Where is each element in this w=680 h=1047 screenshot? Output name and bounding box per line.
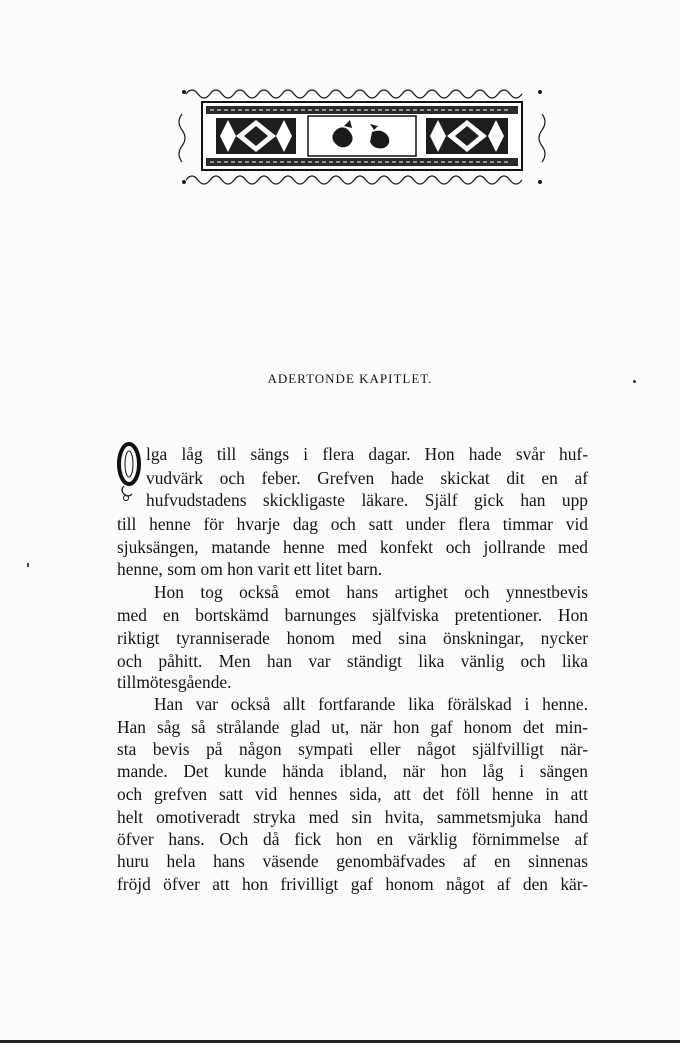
chapter-title: ADERTONDE KAPITLET. xyxy=(267,371,433,386)
text-line: vudvärk och feber. Grefven hade skickat dit en af xyxy=(146,468,588,488)
text-line: Han såg så strålande glad ut, när hon gaf honom det min- xyxy=(117,717,588,737)
text-line: fröjd öfver att hon frivilligt gaf honom något af den kär- xyxy=(117,874,588,894)
text-line: mande. Det kunde hända ibland, när hon låg i sängen xyxy=(117,761,588,781)
text-line: huru hela hans väsende genombäfvades af en sinnenas xyxy=(117,851,588,871)
text-line: helt omotiveradt stryka med sin hvita, sammetsmjuka hand xyxy=(117,807,588,827)
text-line: lga låg till sängs i flera dagar. Hon hade svår huf- xyxy=(146,444,588,464)
text-line: riktigt tyranniserade honom med sina önskningar, nycker xyxy=(117,628,588,648)
text-line: och påhitt. Men han var ständigt lika vänlig och lika xyxy=(117,651,588,671)
text-line: Han var också allt fortfarande lika förälskad i henne. xyxy=(154,694,588,714)
text-line: sjuksängen, matande henne med konfekt och jollrande med xyxy=(117,537,588,557)
text-line: med en bortskämd barnunges själfviska pretentioner. Hon xyxy=(117,605,588,625)
text-line: henne, som om hon varit ett litet barn. xyxy=(117,559,383,579)
text-line: och grefven satt vid hennes sida, att det föll henne in att xyxy=(117,784,588,804)
text-line: öfver hans. Och då fick hon en värklig förnimmelse af xyxy=(117,829,588,849)
text-line: sta bevis på någon sympati eller något själfvilligt när- xyxy=(117,739,588,759)
text-line: Hon tog också emot hans artighet och ynnestbevis xyxy=(154,582,588,602)
text-line: till henne för hvarje dag och satt under flera timmar vid xyxy=(117,514,588,534)
text-line: tillmötesgående. xyxy=(117,672,232,692)
text-line: hufvudstadens skickligaste läkare. Själf gick han upp xyxy=(146,490,588,510)
page-bottom-edge xyxy=(0,1040,680,1043)
